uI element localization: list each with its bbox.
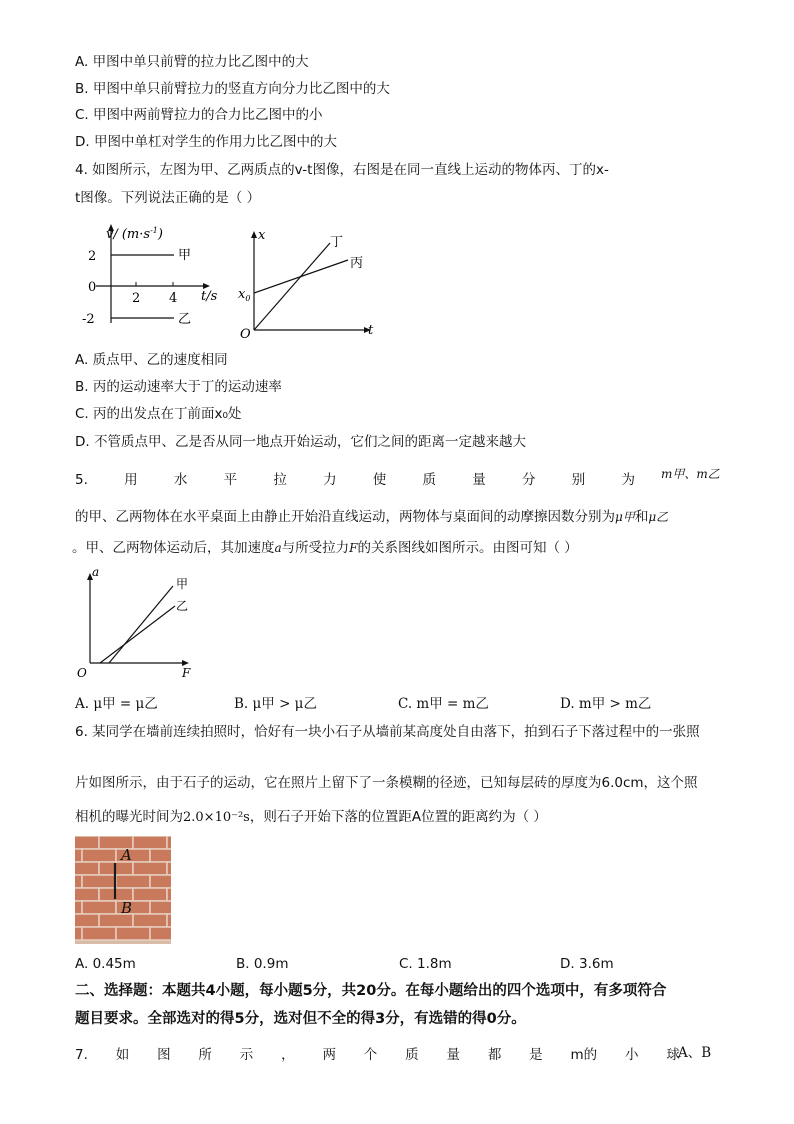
section2-heading-line1: 二、选择题：本题共4小题，每小题5分，共20分。在每小题给出的四个选项中，有多项符合 [75, 983, 667, 999]
q5-option-a: A. μ甲 = μ乙 [75, 696, 158, 712]
q5-graph-label-yi: 乙 [176, 599, 189, 613]
q3-option-c: C. 甲图中两前臂拉力的合力比乙图中的小 [75, 107, 323, 123]
q4-stem-line2: t图像。下列说法正确的是（ ） [75, 190, 261, 206]
q4-vt-tick-x4: 4 [169, 291, 178, 306]
q4-vt-tick-x2: 2 [132, 291, 141, 306]
q6-stem-line2: 片如图所示，由于石子的运动，它在照片上留下了一条模糊的径迹，已知每层砖的厚度为6.0cm，这个照 [75, 775, 698, 791]
q4-option-a: A. 质点甲、乙的速度相同 [75, 352, 228, 368]
q6-option-a: A. 0.45m [75, 956, 136, 972]
q4-vt-xlabel: t/s [201, 289, 218, 304]
q5-aF-graph [74, 564, 204, 682]
label-b: B [121, 899, 133, 917]
q6-stem-line3: 相机的曝光时间为2.0×10⁻²s，则石子开始下落的位置距A位置的距离约为（ ） [75, 809, 547, 825]
brick-wall-photo [75, 836, 171, 944]
q7-ab-label: A、B [678, 1045, 712, 1061]
q6-option-b: B. 0.9m [236, 956, 289, 972]
section2-heading-line2: 题目要求。全部选对的得5分，选对但不全的得3分，有选错的得0分。 [75, 1011, 526, 1027]
q4-vt-graph [78, 220, 228, 335]
q5-m-jia-yi: m甲、m乙 [661, 467, 720, 481]
q7-stem-line1: 7. 如 图 所 示 ， 两 个 质 量 都 是 m的 小 球 [75, 1047, 680, 1063]
q5-option-c: C. m甲 = m乙 [398, 696, 489, 712]
q6-option-d: D. 3.6m [560, 956, 614, 972]
q5-graph-label-jia: 甲 [176, 577, 189, 591]
q4-stem-line1: 4. 如图所示，左图为甲、乙两质点的v-t图像，右图是在同一直线上运动的物体丙、丁的x- [75, 162, 609, 178]
q5-option-d: D. m甲 > m乙 [560, 696, 652, 712]
q4-xt-x0: $x_0$ [238, 287, 251, 303]
q3-option-a: A. 甲图中单只前臂的拉力比乙图中的大 [75, 54, 309, 70]
q4-option-b: B. 丙的运动速率大于丁的运动速率 [75, 379, 282, 395]
q4-xt-ylabel: x [258, 228, 266, 243]
label-a: A [121, 846, 132, 864]
q6-option-c: C. 1.8m [399, 956, 452, 972]
q5-graph-xlabel: F [182, 666, 191, 680]
q5-stem-line3: 。甲、乙两物体运动后，其加速度a与所受拉力F的关系图线如图所示。由图可知（ ） [72, 540, 578, 556]
q5-stem-line1: 5. 用 水 平 拉 力 使 质 量 分 别 为 [75, 472, 635, 488]
q5-option-b: B. μ甲 > μ乙 [234, 696, 317, 712]
q4-vt-ylabel: v/ $(m\cdot s^{-1})$ [106, 226, 163, 242]
q4-xt-origin: O [240, 327, 251, 342]
q4-vt-tick-neg2: -2 [82, 312, 95, 327]
q4-vt-label-jia: 甲 [178, 248, 192, 263]
q5-graph-origin: O [77, 666, 87, 680]
q4-xt-graph [234, 222, 384, 342]
q4-option-d: D. 不管质点甲、乙是否从同一地点开始运动，它们之间的距离一定越来越大 [75, 434, 526, 450]
q5-stem-line2: 的甲、乙两物体在水平桌面上由静止开始沿直线运动，两物体与桌面间的动摩擦因数分别为μ甲和μ乙 [75, 509, 669, 525]
q4-vt-tick-0: 0 [88, 280, 97, 295]
q4-xt-xlabel: t [368, 323, 374, 338]
q4-vt-label-yi: 乙 [178, 312, 192, 327]
q5-graph-ylabel: a [92, 565, 100, 579]
q6-stem-line1: 6. 某同学在墙前连续拍照时，恰好有一块小石子从墙前某高度处自由落下，拍到石子下落过程中的一张照 [75, 724, 700, 740]
q4-vt-tick-2: 2 [88, 249, 97, 264]
q3-option-d: D. 甲图中单杠对学生的作用力比乙图中的大 [75, 134, 337, 150]
q4-xt-label-ding: 丁 [330, 235, 344, 250]
q4-option-c: C. 丙的出发点在丁前面x₀处 [75, 406, 242, 422]
q3-option-b: B. 甲图中单只前臂拉力的竖直方向分力比乙图中的大 [75, 81, 390, 97]
q4-xt-label-bing: 丙 [350, 256, 364, 271]
